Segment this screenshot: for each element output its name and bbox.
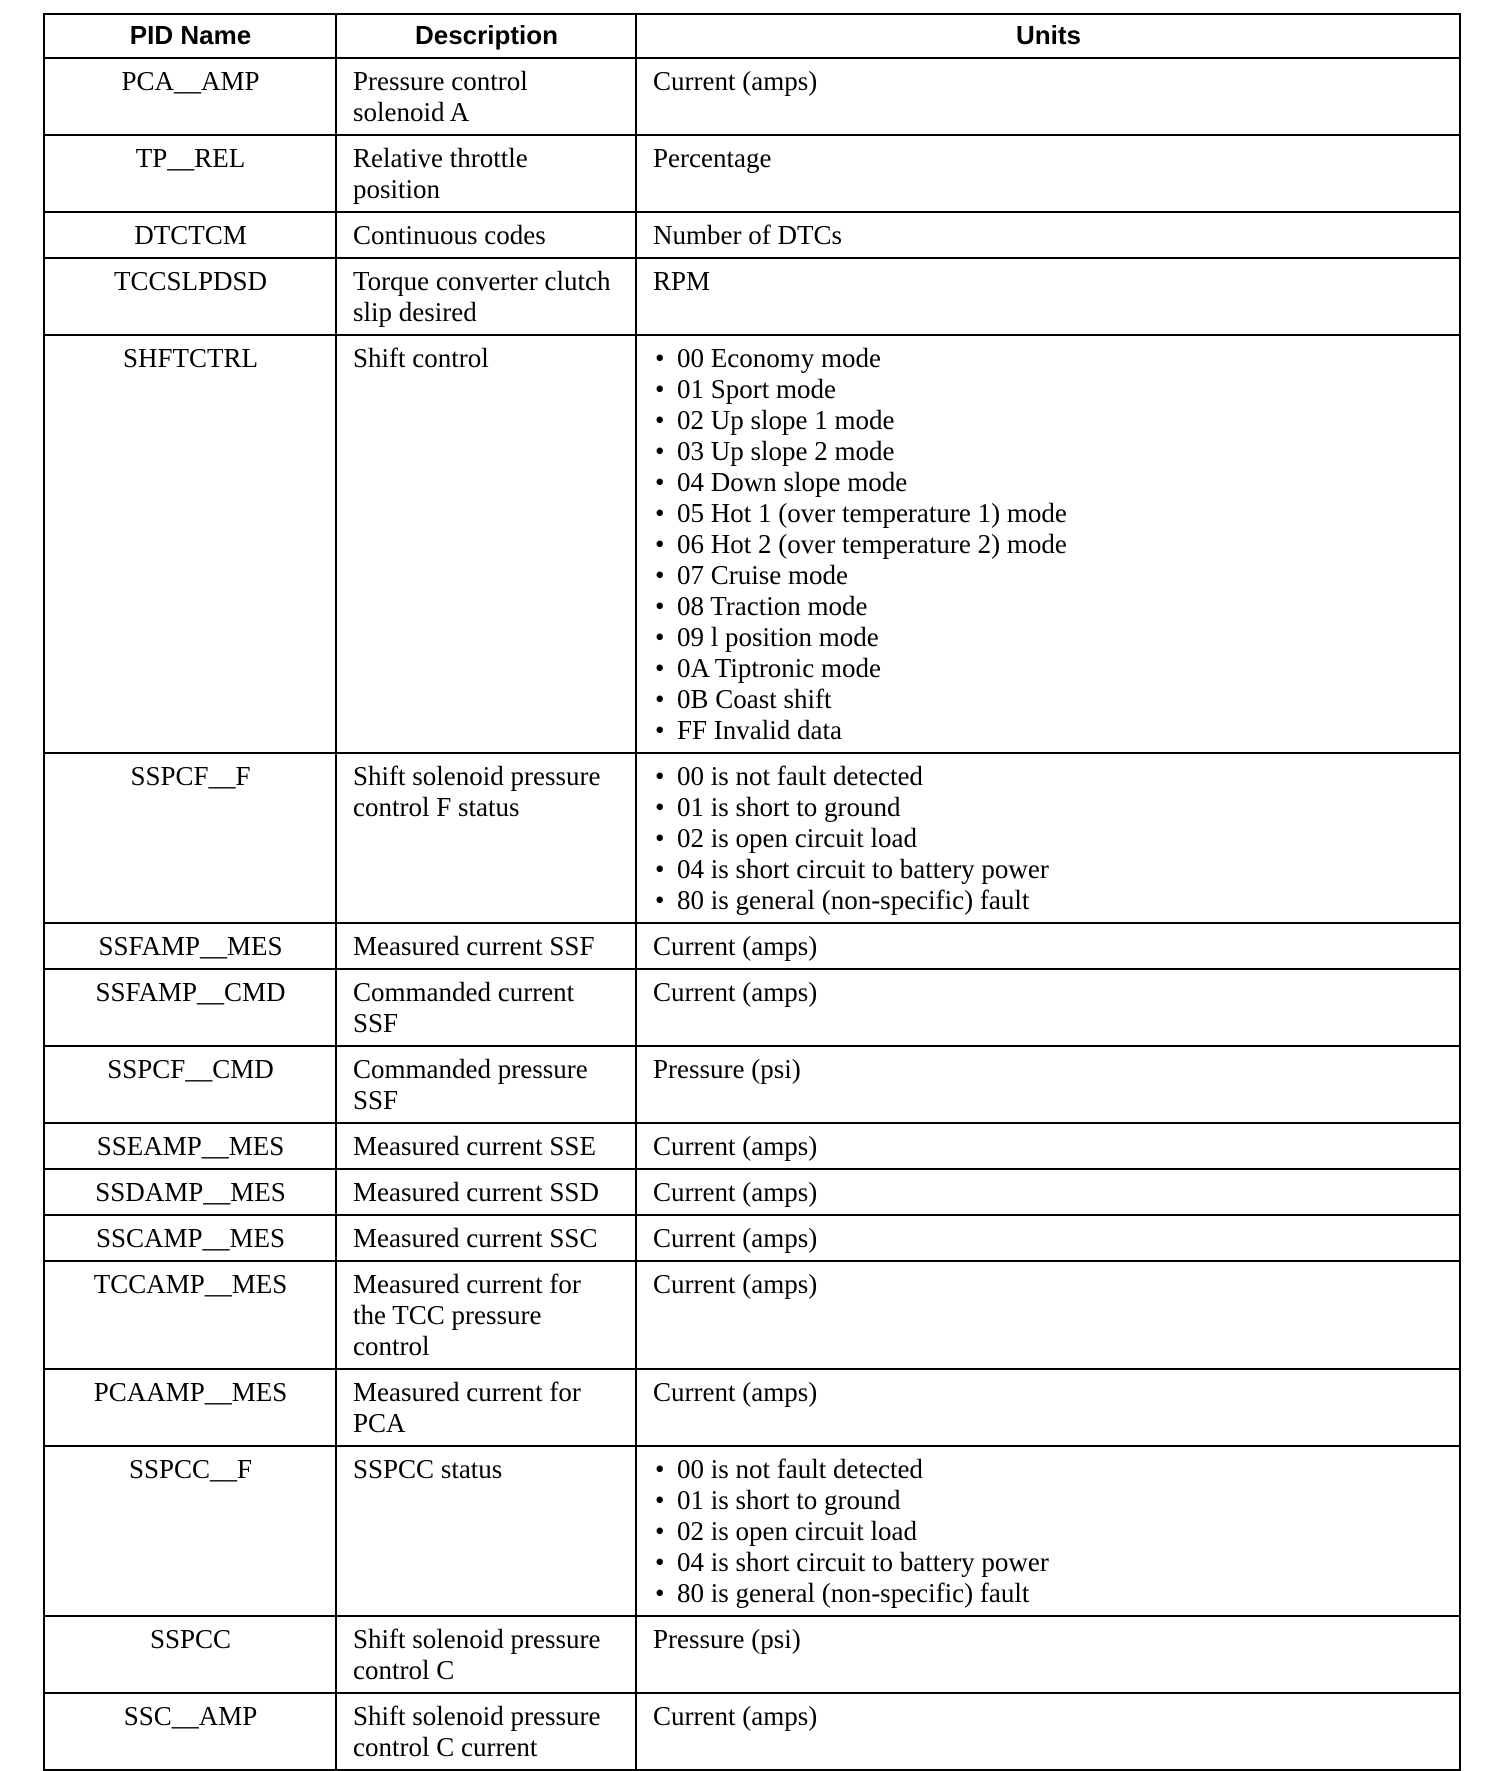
pid-name-cell: SSDAMP__MES <box>44 1169 336 1215</box>
units-list-item: • 05 Hot 1 (over temperature 1) mode <box>653 498 1444 529</box>
pid-name-cell: SSFAMP__CMD <box>44 969 336 1046</box>
units-list <box>653 761 1444 916</box>
units-list-item: • 0B Coast shift <box>653 684 1444 715</box>
pid-name-cell: SSPCF__CMD <box>44 1046 336 1123</box>
units-cell: Current (amps) <box>636 1123 1460 1169</box>
pid-name-cell: TP__REL <box>44 135 336 212</box>
header-units: Units <box>636 14 1460 58</box>
units-list <box>653 1454 1444 1609</box>
units-list-item: • 09 l position mode <box>653 622 1444 653</box>
units-cell: Current (amps) <box>636 1693 1460 1770</box>
table-row <box>44 923 1460 969</box>
pid-table <box>43 13 1461 1771</box>
units-list-item: • 00 is not fault detected <box>653 761 1444 792</box>
table-row <box>44 1215 1460 1261</box>
table-row <box>44 1123 1460 1169</box>
description-cell: Shift control <box>336 335 636 753</box>
units-cell: Current (amps) <box>636 923 1460 969</box>
table-row <box>44 335 1460 753</box>
table-body <box>44 58 1460 1770</box>
description-cell: Measured current for PCA <box>336 1369 636 1446</box>
units-list-item: • 03 Up slope 2 mode <box>653 436 1444 467</box>
description-cell: Shift solenoid pressure control F status <box>336 753 636 923</box>
header-pid-name: PID Name <box>44 14 336 58</box>
units-list-item: • 00 is not fault detected <box>653 1454 1444 1485</box>
units-list-item: • 04 Down slope mode <box>653 467 1444 498</box>
table-row <box>44 1046 1460 1123</box>
description-cell: Measured current for the TCC pressure control <box>336 1261 636 1369</box>
table-row <box>44 1261 1460 1369</box>
units-list-item: • 02 Up slope 1 mode <box>653 405 1444 436</box>
pid-name-cell: DTCTCM <box>44 212 336 258</box>
units-cell: Current (amps) <box>636 1369 1460 1446</box>
pid-name-cell: SSEAMP__MES <box>44 1123 336 1169</box>
table-row <box>44 969 1460 1046</box>
pid-name-cell: SSPCF__F <box>44 753 336 923</box>
units-list-item: • FF Invalid data <box>653 715 1444 746</box>
table-row <box>44 753 1460 923</box>
description-cell: Measured current SSD <box>336 1169 636 1215</box>
pid-name-cell: SSPCC <box>44 1616 336 1693</box>
table-row <box>44 135 1460 212</box>
pid-name-cell: TCCSLPDSD <box>44 258 336 335</box>
units-cell <box>636 753 1460 923</box>
units-list-item: • 80 is general (non-specific) fault <box>653 885 1444 916</box>
table-row <box>44 212 1460 258</box>
pid-name-cell: SHFTCTRL <box>44 335 336 753</box>
units-list-item: • 08 Traction mode <box>653 591 1444 622</box>
table-row <box>44 1446 1460 1616</box>
units-cell: Current (amps) <box>636 1169 1460 1215</box>
units-list-item: • 01 is short to ground <box>653 792 1444 823</box>
pid-name-cell: SSFAMP__MES <box>44 923 336 969</box>
header-description: Description <box>336 14 636 58</box>
table-row <box>44 1369 1460 1446</box>
table-row <box>44 1693 1460 1770</box>
table-row <box>44 1616 1460 1693</box>
units-cell: Current (amps) <box>636 1215 1460 1261</box>
units-cell: Percentage <box>636 135 1460 212</box>
units-list-item: • 04 is short circuit to battery power <box>653 1547 1444 1578</box>
units-cell: Pressure (psi) <box>636 1616 1460 1693</box>
units-list-item: • 01 Sport mode <box>653 374 1444 405</box>
description-cell: Torque converter clutch slip desired <box>336 258 636 335</box>
units-list-item: • 02 is open circuit load <box>653 823 1444 854</box>
description-cell: Relative throttle position <box>336 135 636 212</box>
units-cell: Number of DTCs <box>636 212 1460 258</box>
units-cell: Pressure (psi) <box>636 1046 1460 1123</box>
units-list-item: • 01 is short to ground <box>653 1485 1444 1516</box>
pid-name-cell: SSPCC__F <box>44 1446 336 1616</box>
units-list-item: • 07 Cruise mode <box>653 560 1444 591</box>
description-cell: Measured current SSC <box>336 1215 636 1261</box>
description-cell: Shift solenoid pressure control C <box>336 1616 636 1693</box>
units-cell: Current (amps) <box>636 1261 1460 1369</box>
units-cell <box>636 335 1460 753</box>
description-cell: Pressure control solenoid A <box>336 58 636 135</box>
units-list-item: • 00 Economy mode <box>653 343 1444 374</box>
description-cell: Continuous codes <box>336 212 636 258</box>
description-cell: Commanded current SSF <box>336 969 636 1046</box>
units-list-item: • 02 is open circuit load <box>653 1516 1444 1547</box>
pid-name-cell: SSCAMP__MES <box>44 1215 336 1261</box>
pid-name-cell: PCAAMP__MES <box>44 1369 336 1446</box>
units-cell: Current (amps) <box>636 969 1460 1046</box>
description-cell: Measured current SSF <box>336 923 636 969</box>
description-cell: Shift solenoid pressure control C current <box>336 1693 636 1770</box>
units-cell <box>636 1446 1460 1616</box>
description-cell: Measured current SSE <box>336 1123 636 1169</box>
units-list-item: • 04 is short circuit to battery power <box>653 854 1444 885</box>
table-row <box>44 1169 1460 1215</box>
units-list-item: • 0A Tiptronic mode <box>653 653 1444 684</box>
units-list-item: • 80 is general (non-specific) fault <box>653 1578 1444 1609</box>
units-cell: RPM <box>636 258 1460 335</box>
table-row <box>44 58 1460 135</box>
pid-name-cell: TCCAMP__MES <box>44 1261 336 1369</box>
pid-name-cell: PCA__AMP <box>44 58 336 135</box>
table-row <box>44 258 1460 335</box>
description-cell: Commanded pressure SSF <box>336 1046 636 1123</box>
description-cell: SSPCC status <box>336 1446 636 1616</box>
units-list <box>653 343 1444 746</box>
units-list-item: • 06 Hot 2 (over temperature 2) mode <box>653 529 1444 560</box>
units-cell: Current (amps) <box>636 58 1460 135</box>
pid-name-cell: SSC__AMP <box>44 1693 336 1770</box>
header-row <box>44 14 1460 58</box>
